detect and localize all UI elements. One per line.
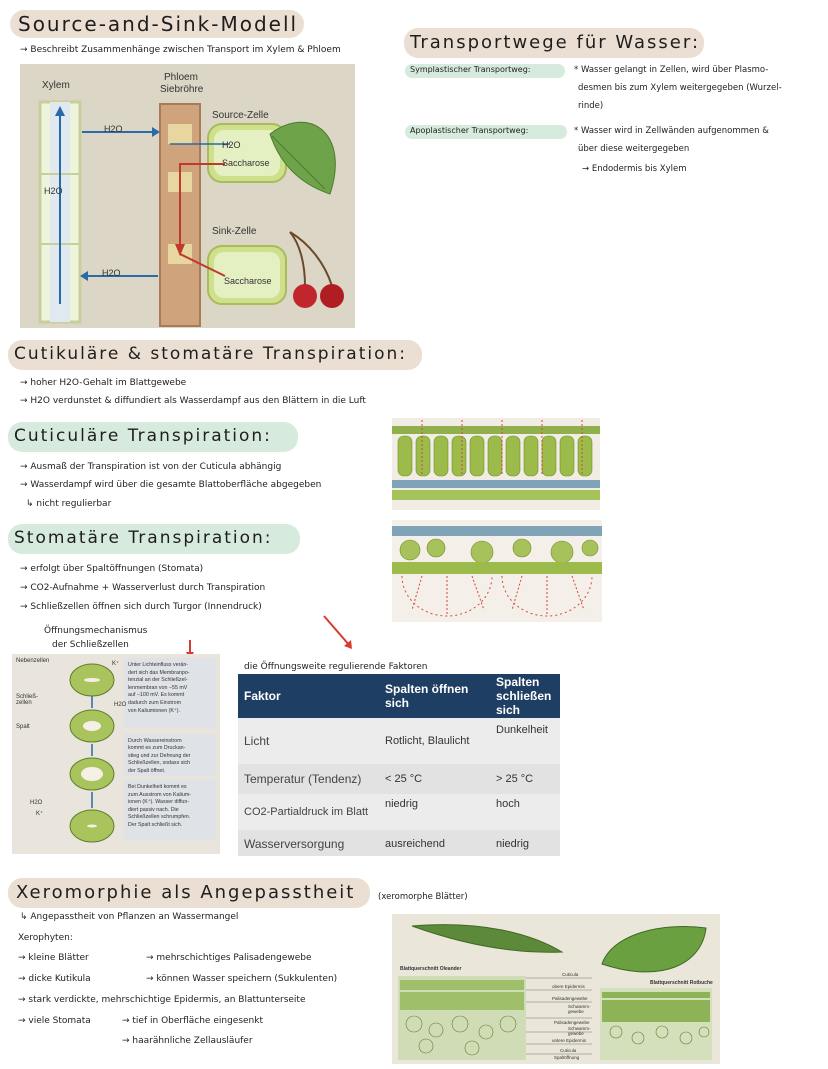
xeromorphie-line: → stark verdickte, mehrschichtige Epidermis, an Blattunterseite bbox=[18, 995, 306, 1005]
table-row bbox=[238, 794, 560, 830]
apoplast-line: * Wasser wird in Zellwänden aufgenommen & bbox=[574, 126, 769, 136]
factors-table bbox=[238, 674, 560, 856]
symplast-line: * Wasser gelangt in Zellen, wird über Plasmo- bbox=[574, 65, 769, 75]
table-header: Spalten öffnen sich bbox=[385, 682, 469, 710]
saccharose-label: Saccharose bbox=[222, 158, 270, 168]
table-cell: Dunkelheit bbox=[496, 724, 548, 736]
table-cell: Rotlicht, Blaulicht bbox=[385, 735, 470, 747]
xeromorphie-line: → haarähnliche Zellausläufer bbox=[122, 1036, 253, 1046]
mechanism-text: Unter Lichteinfluss verän- dert sich das Membranpo- tenzial an der Schließzel- lenmembran von −55 mV auf −100 mV. Es kommt dadurch zum Einstrom von Kaliumionen (K⁺). bbox=[128, 662, 190, 714]
symplast-line: desmen bis zum Xylem weitergegeben (Wurzel- bbox=[578, 83, 782, 93]
xeromorphie-line: → viele Stomata bbox=[18, 1016, 91, 1026]
transportwege-title: Transportwege für Wasser: bbox=[410, 32, 701, 53]
cuticulaer-line: → Ausmaß der Transpiration ist von der Cuticula abhängig bbox=[20, 462, 282, 472]
stomataer-line: → erfolgt über Spaltöffnungen (Stomata) bbox=[20, 564, 204, 574]
table-header: Faktor bbox=[244, 689, 281, 703]
section-label: Schwamm- gewebe bbox=[568, 1004, 591, 1014]
section-label: obere Epidermis bbox=[552, 984, 585, 989]
cuticulaer-title: Cuticuläre Transpiration: bbox=[14, 426, 272, 446]
cuticulaer-line: ↳ nicht regulierbar bbox=[26, 499, 112, 509]
apoplast-line: über diese weitergegeben bbox=[578, 144, 690, 154]
section-label: Schwamm- gewebe bbox=[568, 1026, 591, 1036]
sink-cell-label: Sink-Zelle bbox=[212, 226, 257, 237]
right-caption: Blattquerschnitt Rotbuche bbox=[650, 980, 713, 986]
xeromorphie-line: → dicke Kutikula bbox=[18, 974, 91, 984]
table-cell: ausreichend bbox=[385, 838, 445, 850]
siebroehre-label: Siebröhre bbox=[160, 84, 204, 95]
h2o-label: H2O bbox=[114, 702, 127, 708]
xeromorphie-line: → können Wasser speichern (Sukkulenten) bbox=[146, 974, 338, 984]
nebenzellen-label: Nebenzellen bbox=[16, 658, 50, 664]
table-cell: niedrig bbox=[496, 838, 530, 850]
cuticular-leaf-figure bbox=[392, 418, 600, 510]
xeromorphie-line: → mehrschichtiges Palisadengewebe bbox=[146, 953, 312, 963]
transpiration-title: Cutikuläre & stomatäre Transpiration: bbox=[14, 344, 408, 364]
section-label: Palisadengewebe bbox=[552, 996, 588, 1001]
table-cell: < 25 °C bbox=[385, 773, 423, 785]
source-sink-title: Source-and-Sink-Modell bbox=[18, 12, 299, 36]
table-cell: Licht bbox=[244, 734, 270, 748]
xeromorphie-subtitle: (xeromorphe Blätter) bbox=[378, 892, 468, 902]
section-label: untere Epidermis bbox=[552, 1038, 587, 1043]
table-header: Spalten schließen sich bbox=[496, 675, 552, 717]
stomata-mechanism-figure bbox=[12, 654, 220, 854]
symplast-label: Symplastischer Transportweg: bbox=[410, 65, 531, 74]
phloem-label: Phloem bbox=[164, 72, 198, 83]
h2o-label: H2O bbox=[44, 186, 63, 196]
xylem-label: Xylem bbox=[42, 80, 70, 91]
table-cell: niedrig bbox=[385, 798, 419, 810]
stomataer-line: → Schließzellen öffnen sich durch Turgor (Innendruck) bbox=[20, 602, 262, 612]
cuticulaer-line: → Wasserdampf wird über die gesamte Blattoberfläche abgegeben bbox=[20, 480, 322, 490]
source-sink-figure bbox=[20, 64, 355, 328]
xeromorphie-title: Xeromorphie als Angepasstheit bbox=[16, 882, 356, 903]
section-label: Spaltöffnung bbox=[554, 1055, 580, 1060]
mechanism-text: Durch Wassereinstrom kommt es zum Druckan- stieg und zur Dehnung der Schließzellen, sodass sich der Spalt öffnet. bbox=[128, 738, 191, 774]
apoplast-label: Apoplastischer Transportweg: bbox=[410, 126, 529, 135]
table-row bbox=[238, 764, 560, 794]
table-cell: Temperatur (Tendenz) bbox=[244, 772, 362, 786]
schliesszellen-label: Schließ- zellen bbox=[16, 694, 39, 706]
table-cell: > 25 °C bbox=[496, 773, 534, 785]
symplast-line: rinde) bbox=[578, 101, 604, 111]
red-arrow-icon bbox=[320, 612, 360, 652]
h2o-label: H2O bbox=[104, 124, 123, 134]
table-cell: CO2-Partialdruck im Blatt bbox=[244, 806, 369, 818]
saccharose-label: Saccharose bbox=[224, 276, 272, 286]
xeromorphie-line: ↳ Angepasstheit von Pflanzen an Wassermangel bbox=[20, 912, 239, 922]
table-cell: hoch bbox=[496, 798, 520, 810]
mechanism-text: Bei Dunkelheit kommt es zum Ausstrom von Kalium- ionen (K⁺). Wasser diffun- diert passiv nach. Die Schließzellen schrumpfen. Der Spalt schließt sich. bbox=[128, 784, 191, 828]
k-label: K⁺ bbox=[36, 811, 44, 817]
section-label: Palisadengewebe bbox=[554, 1020, 590, 1025]
leaf-crosssection-figure bbox=[392, 914, 720, 1064]
h2o-label: H2O bbox=[30, 800, 43, 806]
left-caption: Blattquerschnitt Oleander bbox=[400, 966, 462, 972]
section-label: Cuticula bbox=[562, 972, 579, 977]
h2o-label: H2O bbox=[102, 268, 121, 278]
factors-caption: die Öffnungsweite regulierende Faktoren bbox=[244, 662, 428, 672]
stomataer-line: → CO2-Aufnahme + Wasserverlust durch Transpiration bbox=[20, 583, 266, 593]
spalt-label: Spalt bbox=[16, 724, 30, 730]
apoplast-line: → Endodermis bis Xylem bbox=[582, 164, 687, 174]
h2o-label: H2O bbox=[222, 140, 241, 150]
source-sink-note: → Beschreibt Zusammenhänge zwischen Transport im Xylem & Phloem bbox=[20, 45, 341, 55]
table-cell: Wasserversorgung bbox=[244, 837, 345, 851]
mechanism-label: der Schließzellen bbox=[52, 640, 129, 650]
table-row bbox=[238, 830, 560, 856]
table-row bbox=[238, 718, 560, 764]
transpiration-line: → H2O verdunstet & diffundiert als Wasserdampf aus den Blättern in die Luft bbox=[20, 396, 366, 406]
stomatal-leaf-figure bbox=[392, 520, 602, 622]
mechanism-label: Öffnungsmechanismus bbox=[44, 626, 148, 636]
xeromorphie-line: Xerophyten: bbox=[18, 933, 73, 943]
transpiration-line: → hoher H2O-Gehalt im Blattgewebe bbox=[20, 378, 187, 388]
xeromorphie-line: → tief in Oberfläche eingesenkt bbox=[122, 1016, 263, 1026]
section-label: Cuticula bbox=[560, 1048, 577, 1053]
source-cell-label: Source-Zelle bbox=[212, 110, 269, 121]
xeromorphie-line: → kleine Blätter bbox=[18, 953, 89, 963]
stomataer-title: Stomatäre Transpiration: bbox=[14, 528, 273, 548]
k-label: K⁺ bbox=[112, 661, 120, 667]
